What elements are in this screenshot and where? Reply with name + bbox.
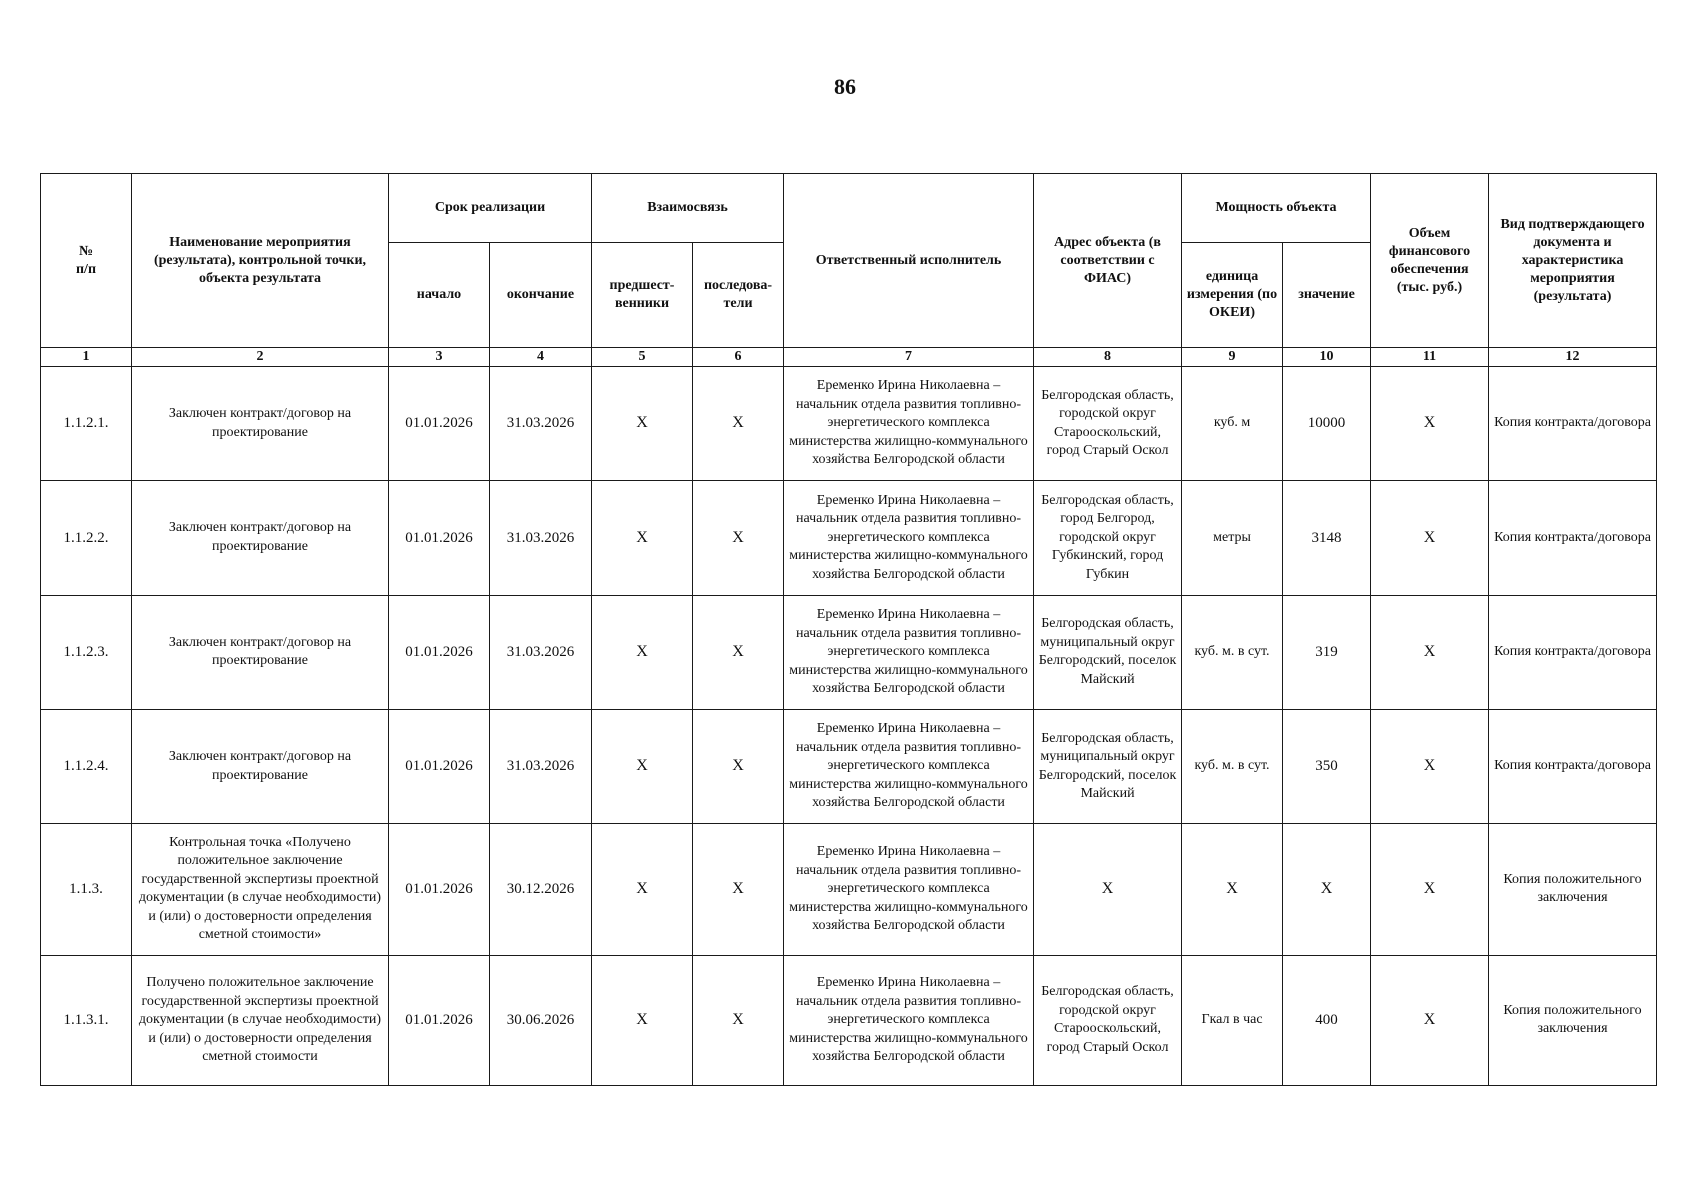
cell-document: Копия контракта/договора bbox=[1489, 367, 1657, 481]
cell-address: Белгородская область, городской округ Старооскольский, город Старый Оскол bbox=[1034, 367, 1182, 481]
header-relation: Взаимосвязь bbox=[592, 174, 784, 243]
cell-document: Копия контракта/договора bbox=[1489, 709, 1657, 823]
cell-num: 1.1.2.4. bbox=[41, 709, 132, 823]
cell-successors: X bbox=[693, 367, 784, 481]
cell-successors: X bbox=[693, 709, 784, 823]
header-name: Наименование мероприятия (результата), контрольной точки, объекта результата bbox=[132, 174, 389, 348]
cell-address: Белгородская область, муниципальный округ Белгородский, поселок Майский bbox=[1034, 595, 1182, 709]
column-number: 5 bbox=[592, 348, 693, 367]
cell-predecessors: X bbox=[592, 481, 693, 595]
column-number: 4 bbox=[490, 348, 592, 367]
column-number: 7 bbox=[784, 348, 1034, 367]
cell-predecessors: X bbox=[592, 955, 693, 1085]
cell-value: 350 bbox=[1283, 709, 1371, 823]
cell-end: 31.03.2026 bbox=[490, 709, 592, 823]
cell-executor: Еременко Ирина Николаевна – начальник отдела развития топливно-энергетического комплекса министерства жилищно-коммунального хозяйства Белгородской области bbox=[784, 595, 1034, 709]
cell-unit: Гкал в час bbox=[1182, 955, 1283, 1085]
cell-num: 1.1.2.2. bbox=[41, 481, 132, 595]
header-capacity: Мощность объекта bbox=[1182, 174, 1371, 243]
cell-executor: Еременко Ирина Николаевна – начальник отдела развития топливно-энергетического комплекса министерства жилищно-коммунального хозяйства Белгородской области bbox=[784, 367, 1034, 481]
cell-financing: X bbox=[1371, 367, 1489, 481]
cell-unit: куб. м bbox=[1182, 367, 1283, 481]
cell-num: 1.1.3.1. bbox=[41, 955, 132, 1085]
cell-address: X bbox=[1034, 824, 1182, 955]
column-number: 8 bbox=[1034, 348, 1182, 367]
header-executor: Ответственный исполнитель bbox=[784, 174, 1034, 348]
column-number: 11 bbox=[1371, 348, 1489, 367]
cell-value: 400 bbox=[1283, 955, 1371, 1085]
cell-unit: куб. м. в сут. bbox=[1182, 709, 1283, 823]
cell-executor: Еременко Ирина Николаевна – начальник отдела развития топливно-энергетического комплекса министерства жилищно-коммунального хозяйства Белгородской области bbox=[784, 709, 1034, 823]
cell-start: 01.01.2026 bbox=[389, 955, 490, 1085]
cell-value: 319 bbox=[1283, 595, 1371, 709]
cell-unit: X bbox=[1182, 824, 1283, 955]
cell-start: 01.01.2026 bbox=[389, 367, 490, 481]
cell-executor: Еременко Ирина Николаевна – начальник отдела развития топливно-энергетического комплекса министерства жилищно-коммунального хозяйства Белгородской области bbox=[784, 481, 1034, 595]
table-row bbox=[41, 481, 1657, 595]
cell-start: 01.01.2026 bbox=[389, 595, 490, 709]
cell-document: Копия контракта/договора bbox=[1489, 481, 1657, 595]
header-value: значение bbox=[1283, 243, 1371, 348]
cell-financing: X bbox=[1371, 955, 1489, 1085]
cell-document: Копия контракта/договора bbox=[1489, 595, 1657, 709]
cell-name: Заключен контракт/договор на проектирование bbox=[132, 367, 389, 481]
cell-end: 31.03.2026 bbox=[490, 481, 592, 595]
cell-num: 1.1.3. bbox=[41, 824, 132, 955]
cell-document: Копия положительного заключения bbox=[1489, 955, 1657, 1085]
cell-successors: X bbox=[693, 481, 784, 595]
cell-start: 01.01.2026 bbox=[389, 481, 490, 595]
cell-name: Заключен контракт/договор на проектирование bbox=[132, 595, 389, 709]
column-number: 9 bbox=[1182, 348, 1283, 367]
plan-table bbox=[40, 173, 1657, 1086]
table-row bbox=[41, 709, 1657, 823]
header-term-end: окончание bbox=[490, 243, 592, 348]
cell-predecessors: X bbox=[592, 824, 693, 955]
cell-num: 1.1.2.1. bbox=[41, 367, 132, 481]
column-number: 6 bbox=[693, 348, 784, 367]
column-number: 2 bbox=[132, 348, 389, 367]
table-row bbox=[41, 824, 1657, 955]
table-row bbox=[41, 595, 1657, 709]
page-number: 86 bbox=[834, 74, 856, 99]
header-row-1 bbox=[41, 174, 1657, 243]
cell-financing: X bbox=[1371, 824, 1489, 955]
table-row bbox=[41, 367, 1657, 481]
column-number: 3 bbox=[389, 348, 490, 367]
cell-end: 30.06.2026 bbox=[490, 955, 592, 1085]
header-address: Адрес объекта (в соответствии с ФИАС) bbox=[1034, 174, 1182, 348]
cell-unit: метры bbox=[1182, 481, 1283, 595]
header-unit: единица измерения (по ОКЕИ) bbox=[1182, 243, 1283, 348]
header-successors: последова- тели bbox=[693, 243, 784, 348]
cell-executor: Еременко Ирина Николаевна – начальник отдела развития топливно-энергетического комплекса министерства жилищно-коммунального хозяйства Белгородской области bbox=[784, 824, 1034, 955]
cell-name: Получено положительное заключение государственной экспертизы проектной документации (в случае необходимости) и (или) о достоверности определения сметной стоимости bbox=[132, 955, 389, 1085]
column-number: 1 bbox=[41, 348, 132, 367]
cell-value: 3148 bbox=[1283, 481, 1371, 595]
header-term: Срок реализации bbox=[389, 174, 592, 243]
cell-successors: X bbox=[693, 824, 784, 955]
cell-value: 10000 bbox=[1283, 367, 1371, 481]
cell-predecessors: X bbox=[592, 367, 693, 481]
cell-start: 01.01.2026 bbox=[389, 824, 490, 955]
cell-start: 01.01.2026 bbox=[389, 709, 490, 823]
cell-financing: X bbox=[1371, 595, 1489, 709]
cell-address: Белгородская область, муниципальный округ Белгородский, поселок Майский bbox=[1034, 709, 1182, 823]
header-document: Вид подтверждающего документа и характеристика мероприятия (результата) bbox=[1489, 174, 1657, 348]
column-number: 10 bbox=[1283, 348, 1371, 367]
cell-name: Заключен контракт/договор на проектирование bbox=[132, 481, 389, 595]
header-num: № п/п bbox=[41, 174, 132, 348]
cell-predecessors: X bbox=[592, 595, 693, 709]
header-term-start: начало bbox=[389, 243, 490, 348]
cell-predecessors: X bbox=[592, 709, 693, 823]
cell-end: 31.03.2026 bbox=[490, 595, 592, 709]
cell-name: Контрольная точка «Получено положительное заключение государственной экспертизы проектной документации (в случае необходимости) и (или) о достоверности определения сметной стоимости» bbox=[132, 824, 389, 955]
cell-unit: куб. м. в сут. bbox=[1182, 595, 1283, 709]
column-number: 12 bbox=[1489, 348, 1657, 367]
cell-address: Белгородская область, городской округ Старооскольский, город Старый Оскол bbox=[1034, 955, 1182, 1085]
cell-name: Заключен контракт/договор на проектирование bbox=[132, 709, 389, 823]
table-row bbox=[41, 955, 1657, 1085]
column-number-row bbox=[41, 348, 1657, 367]
cell-end: 31.03.2026 bbox=[490, 367, 592, 481]
cell-document: Копия положительного заключения bbox=[1489, 824, 1657, 955]
cell-financing: X bbox=[1371, 709, 1489, 823]
cell-successors: X bbox=[693, 955, 784, 1085]
cell-financing: X bbox=[1371, 481, 1489, 595]
cell-num: 1.1.2.3. bbox=[41, 595, 132, 709]
cell-value: X bbox=[1283, 824, 1371, 955]
header-financing: Объем финансового обеспечения (тыс. руб.) bbox=[1371, 174, 1489, 348]
cell-executor: Еременко Ирина Николаевна – начальник отдела развития топливно-энергетического комплекса министерства жилищно-коммунального хозяйства Белгородской области bbox=[784, 955, 1034, 1085]
header-predecessors: предшест- венники bbox=[592, 243, 693, 348]
cell-successors: X bbox=[693, 595, 784, 709]
cell-address: Белгородская область, город Белгород, городской округ Губкинский, город Губкин bbox=[1034, 481, 1182, 595]
cell-end: 30.12.2026 bbox=[490, 824, 592, 955]
